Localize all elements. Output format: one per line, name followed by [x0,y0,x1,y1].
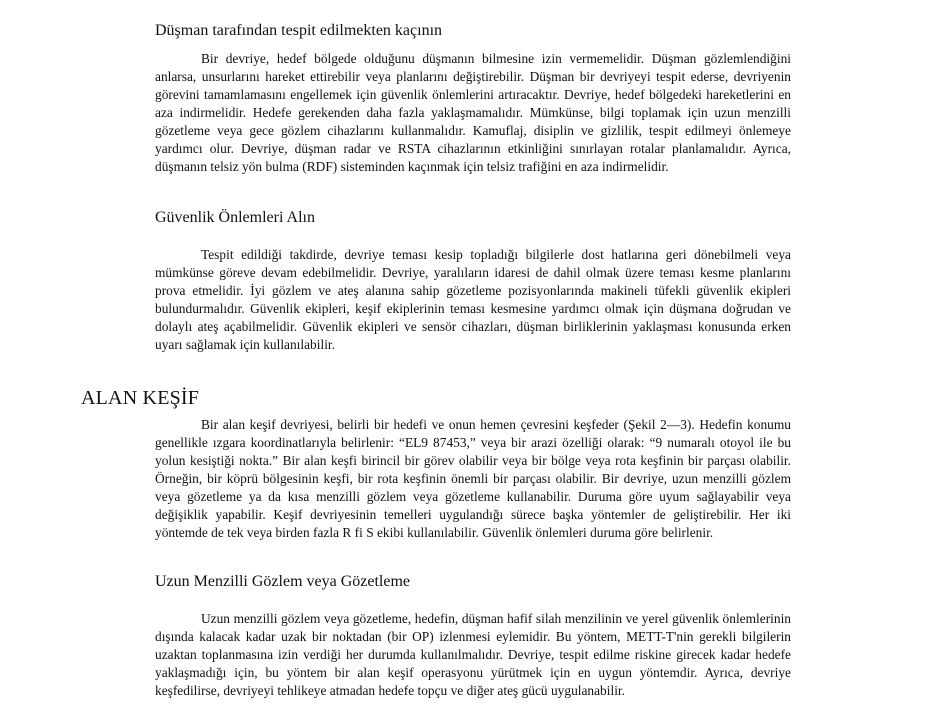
paragraph-long-range-observation: Uzun menzilli gözlem veya gözetleme, hedefin, düşman hafif silah menzilinin ve yerel güvenlik önlemlerinin dışında kalacak kadar uzak bir noktadan (bir OP) izlenmesi eylemidir. Bu yöntem, METT-T'nin gerekli bilgilerin uzaktan toplanmasına izin verdiği her durumda kullanılmalıdır. Devriye, tespit edilme riskine girecek kadar hedefe yaklaşmadığı için, bu yöntem bir alan keşif operasyonu yürütmek için en uygun yöntemdir. Ayrıca, devriye keşfedilirse, devriyeyi tehlikeye atmadan hedefe topçu ve diğer ateş gücü uygulanabilir. [155,611,791,699]
section-heading-avoid-detection: Düşman tarafından tespit edilmekten kaçının [155,22,443,39]
paragraph-area-recon: Bir alan keşif devriyesi, belirli bir hedefi ve onun hemen çevresini keşfeder (Şekil 2—3). Hedefin konumu genellikle ızgara koordinatlarıyla belirlenir: “EL9 87453,” veya bir arazi özelliği olarak: “9 numaralı otoyol ile bu yolun kesiştiği nokta.” Bir alan keşfi birincil bir görev olabilir veya bir bölge veya rota keşfinin bir parçası olabilir. Örneğin, bir köprü bölgesinin keşfi, bir rota keşfinin önemli bir parçası olabilir. Bir devriye, uzun menzilli gözlem veya gözetleme ya da kısa menzilli gözlem veya gözetleme kullanabilir. Duruma göre uyum sağlayabilir veya değişiklik yapabilir. Keşif devriyesinin temelleri uygulandığı sürece başka yöntemler de geliştirebilir. Her iki yöntemde de tek veya birden fazla R fi S ekibi kullanılabilir. Güvenlik önlemleri duruma göre belirlenir. [155,417,791,541]
paragraph-avoid-detection: Bir devriye, hedef bölgede olduğunu düşmanın bilmesine izin vermemelidir. Düşman gözlemlendiğini anlarsa, unsurlarını hareket ettirebilir veya planlarını değiştirebilir. Düşman bir devriyeyi tespit ederse, devriyenin görevini tamamlamasını engellemek için güvenlik önlemlerini artıracaktır. Devriye, hedef bölgedeki hareketlerini en aza indirmelidir. Hedefe gerekenden daha fazla yaklaşmamalıdır. Mümkünse, bilgi toplamak için uzun menzilli gözetleme veya gece gözlem cihazlarını kullanmalıdır. Kamuflaj, disiplin ve gizlilik, tespit edilmeyi önlemeye yardımcı olur. Devriye, düşman radar ve RSTA cihazlarının etkinliğini sınırlayan rotalar planlamalıdır. Ayrıca, düşmanın telsiz yön bulma (RDF) sisteminden kaçınmak için telsiz trafiğini en aza indirmelidir. [155,51,791,175]
main-heading-area-recon: ALAN KEŞİF [81,387,200,409]
paragraph-security-measures: Tespit edildiği takdirde, devriye teması kesip topladığı bilgilerle dost hatlarına geri dönebilmeli veya mümkünse göreve devam edebilmelidir. Devriye, yaralıların idaresi de dahil olmak üzere teması kesme planlarını prova etmelidir. İyi gözlem ve ateş alanına sahip gözetleme pozisyonlarında makineli tüfekli güvenlik ekipleri bulundurmalıdır. Güvenlik ekipleri, keşif ekiplerinin teması kesmesine yardımcı olmak için düşmana doğrudan ve dolaylı ateş açabilmelidir. Güvenlik ekipleri ve sensör cihazları, düşman birliklerinin yaklaşması konusunda erken uyarı sağlamak için kullanılabilir. [155,247,791,353]
section-heading-security-measures: Güvenlik Önlemleri Alın [155,209,315,226]
section-heading-long-range-observation: Uzun Menzilli Gözlem veya Gözetleme [155,573,411,590]
